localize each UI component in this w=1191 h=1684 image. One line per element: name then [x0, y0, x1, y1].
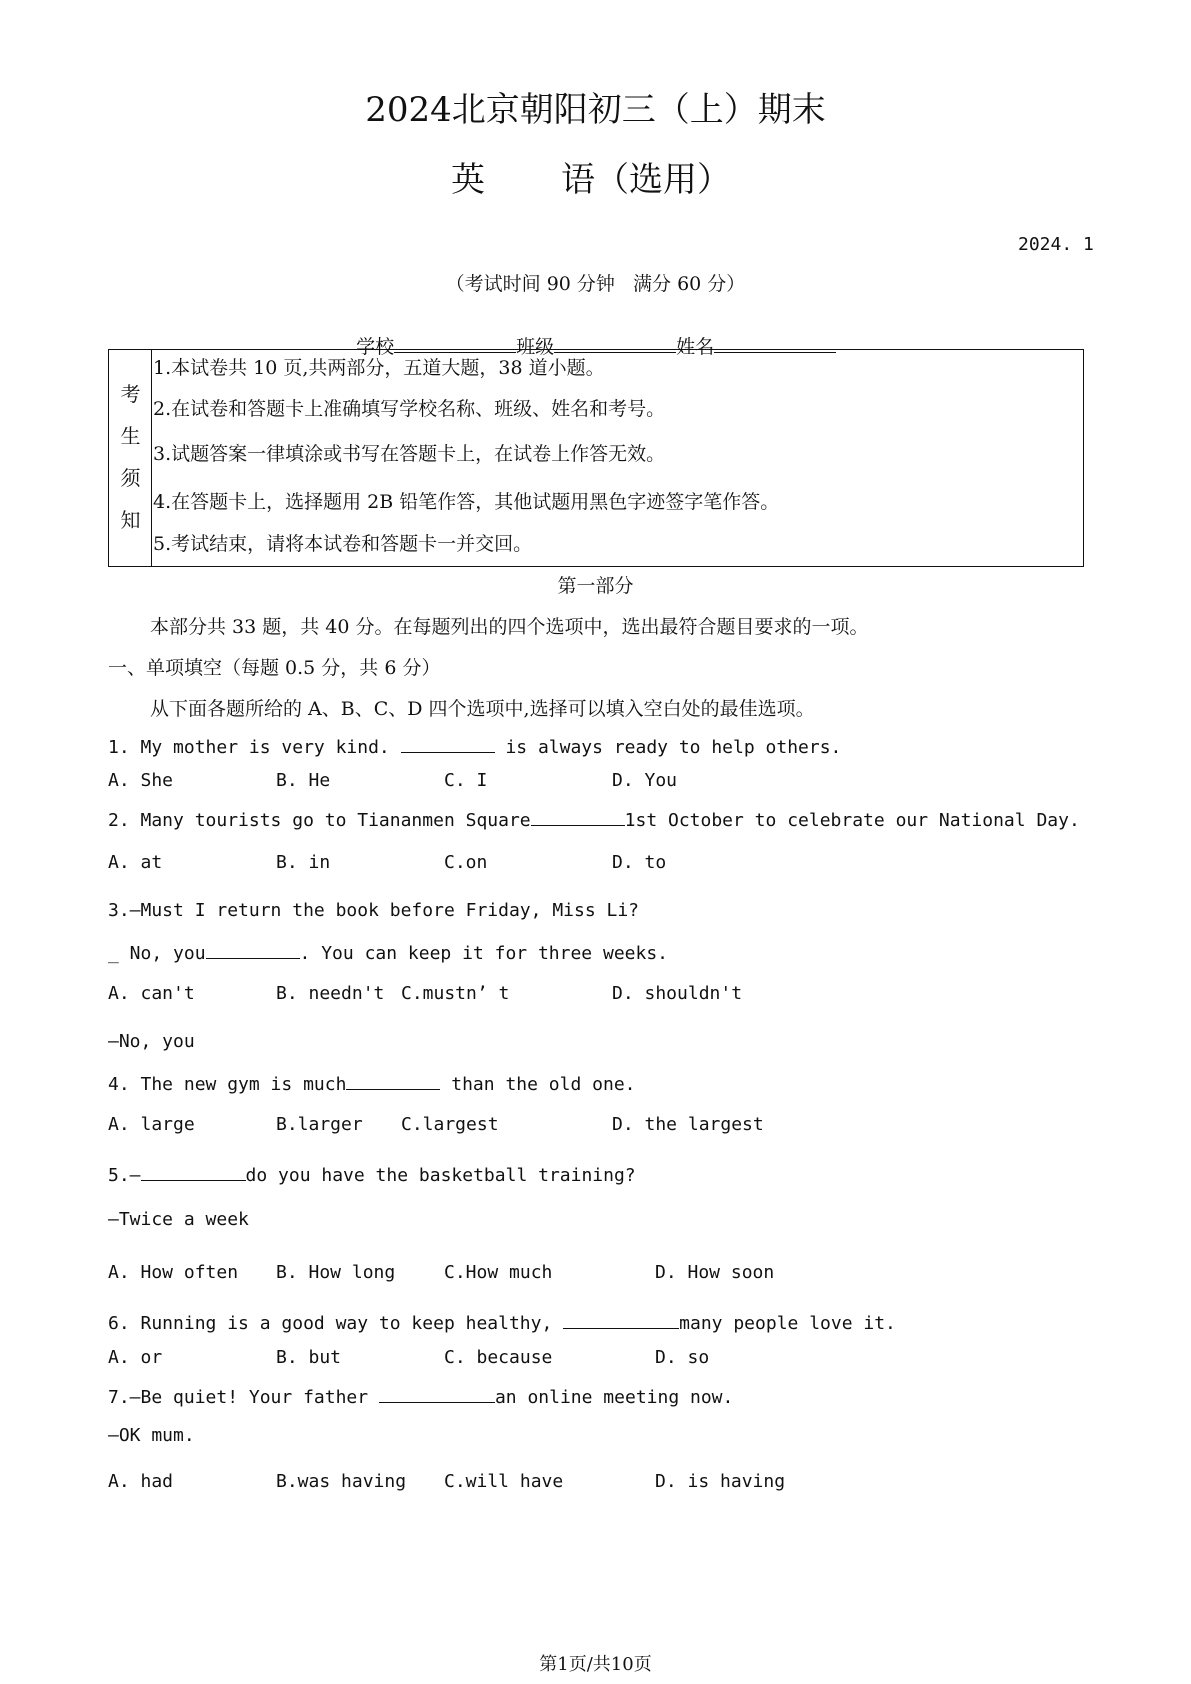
notice-line: 5.考试结束，请将本试卷和答题卡一并交回。 [153, 533, 533, 555]
notice-line: 2.在试卷和答题卡上准确填写学校名称、班级、姓名和考号。 [153, 398, 666, 420]
question-7-reply: —OK mum. [108, 1425, 195, 1446]
school-label: 学校 [356, 336, 395, 358]
option-d: D. is having [655, 1471, 786, 1492]
notice-line: 1.本试卷共 10 页,共两部分，五道大题，38 道小题。 [153, 357, 605, 379]
question-5: 5.— do you have the basketball training? [108, 1162, 636, 1186]
question-7: 7.—Be quiet! Your father an online meeting now. [108, 1384, 733, 1408]
option-d: D. How soon [655, 1262, 775, 1283]
option-c: C. I [444, 770, 488, 791]
answer-blank[interactable] [141, 1162, 246, 1181]
option-c: C.largest [401, 1114, 499, 1135]
question-6: 6. Running is a good way to keep healthy, many people love it. [108, 1310, 896, 1334]
class-label: 班级 [516, 336, 555, 358]
notice-side-char: 须 [120, 466, 141, 490]
option-a: A. or [108, 1347, 163, 1368]
notice-side-char: 知 [120, 508, 141, 532]
section-title: 一、单项填空（每题 0.5 分，共 6 分） [108, 657, 441, 679]
option-a: A. can't [108, 983, 195, 1004]
notice-side-char: 考 [120, 382, 141, 406]
option-b: B. but [276, 1347, 342, 1368]
answer-blank[interactable] [206, 940, 300, 959]
option-d: D. shouldn't [612, 983, 743, 1004]
option-c: C. because [444, 1347, 553, 1368]
option-a: A. at [108, 852, 163, 873]
option-d: D. the largest [612, 1114, 764, 1135]
question-5-reply: —Twice a week [108, 1209, 249, 1230]
option-c: C.will have [444, 1471, 564, 1492]
option-b: B. He [276, 770, 331, 791]
notice-line: 3.试题答案一律填涂或书写在答题卡上，在试卷上作答无效。 [153, 443, 666, 465]
question-4: 4. The new gym is much than the old one. [108, 1071, 636, 1095]
answer-blank[interactable] [401, 734, 495, 753]
option-a: A. She [108, 770, 174, 791]
option-b: B. needn't [276, 983, 385, 1004]
answer-blank[interactable] [563, 1310, 679, 1329]
option-d: D. to [612, 852, 667, 873]
question-3-reply: _ No, you . You can keep it for three weeks. [108, 940, 668, 964]
exam-date: 2024. 1 [1018, 234, 1094, 255]
answer-blank[interactable] [346, 1071, 440, 1090]
answer-blank[interactable] [531, 807, 625, 826]
part-heading: 第一部分 [557, 575, 634, 597]
option-b: B.larger [276, 1114, 363, 1135]
section-instruction: 从下面各题所给的 A、B、C、D 四个选项中,选择可以填入空白处的最佳选项。 [150, 698, 815, 720]
name-label: 姓名 [676, 336, 715, 358]
notice-side-char: 生 [120, 424, 141, 448]
option-c: C.How much [444, 1262, 553, 1283]
exam-info: （考试时间 90 分钟 满分 60 分） [445, 273, 746, 295]
question-3-extra: —No, you [108, 1031, 195, 1052]
question-3: 3.—Must I return the book before Friday, Miss Li? [108, 900, 640, 921]
notice-box [108, 349, 1084, 567]
option-d: D. You [612, 770, 678, 791]
question-2: 2. Many tourists go to Tiananmen Square 1st October to celebrate our National Day. [108, 807, 1080, 831]
option-b: B. How long [276, 1262, 396, 1283]
subject-char-1: 英 [451, 160, 485, 200]
option-c: C.mustn’ t [401, 983, 510, 1004]
page-title: 2024北京朝阳初三（上）期末 [365, 90, 826, 130]
notice-side-label [109, 350, 152, 566]
option-b: B. in [276, 852, 331, 873]
option-a: A. large [108, 1114, 195, 1135]
subject-title: 语（选用） [561, 160, 731, 200]
answer-blank[interactable] [379, 1384, 495, 1403]
option-a: A. had [108, 1471, 174, 1492]
page-number: 第1页/共10页 [539, 1654, 652, 1675]
option-d: D. so [655, 1347, 710, 1368]
option-c: C.on [444, 852, 488, 873]
notice-line: 4.在答题卡上，选择题用 2B 铅笔作答，其他试题用黑色字迹签字笔作答。 [153, 491, 780, 513]
question-1: 1. My mother is very kind. is always ready to help others. [108, 734, 841, 758]
option-b: B.was having [276, 1471, 407, 1492]
option-a: A. How often [108, 1262, 239, 1283]
part-intro: 本部分共 33 题，共 40 分。在每题列出的四个选项中，选出最符合题目要求的一项。 [150, 616, 869, 638]
